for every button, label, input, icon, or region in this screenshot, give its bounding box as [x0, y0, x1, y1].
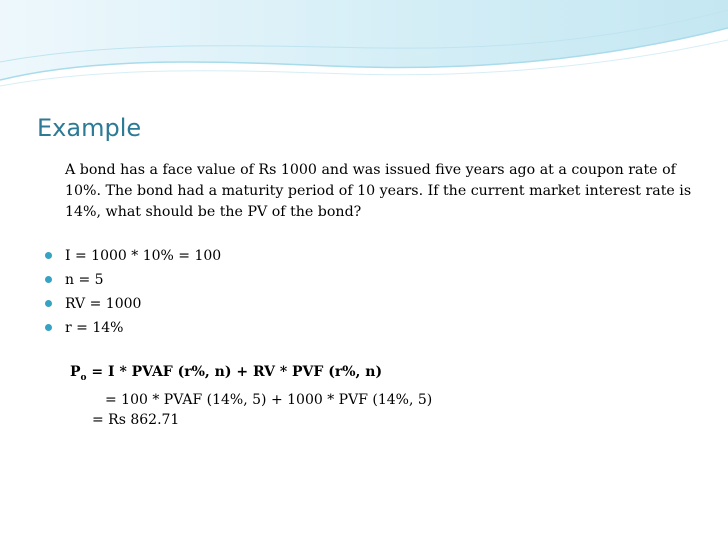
formula-subscript: o [80, 373, 87, 383]
pv-formula [70, 364, 382, 383]
bullet-text: n = 5 [65, 272, 104, 288]
problem-statement: A bond has a face value of Rs 1000 and was issued five years ago at a coupon rate of 10%. The bond had a maturity period of 10 years. If the current market interest rate is 14%, what should be the PV of the bond? [65, 162, 692, 220]
bullet-text: RV = 1000 [65, 296, 142, 312]
bullet-dot-icon [45, 252, 52, 259]
decorative-wave-banner [0, 0, 728, 92]
calculation-step: = 100 * PVAF (14%, 5) + 1000 * PVF (14%, 5) [105, 392, 433, 408]
bullet-text: I = 1000 * 10% = 100 [65, 248, 222, 264]
slide-title: Example [37, 114, 142, 142]
formula-symbol: P [70, 364, 81, 380]
bullet-dot-icon [45, 324, 52, 331]
bullet-text: r = 14% [65, 320, 124, 336]
formula-expression: = I * PVAF (r%, n) + RV * PVF (r%, n) [86, 364, 383, 380]
bullet-dot-icon [45, 276, 52, 283]
calculation-result: = Rs 862.71 [92, 412, 180, 428]
bullet-dot-icon [45, 300, 52, 307]
